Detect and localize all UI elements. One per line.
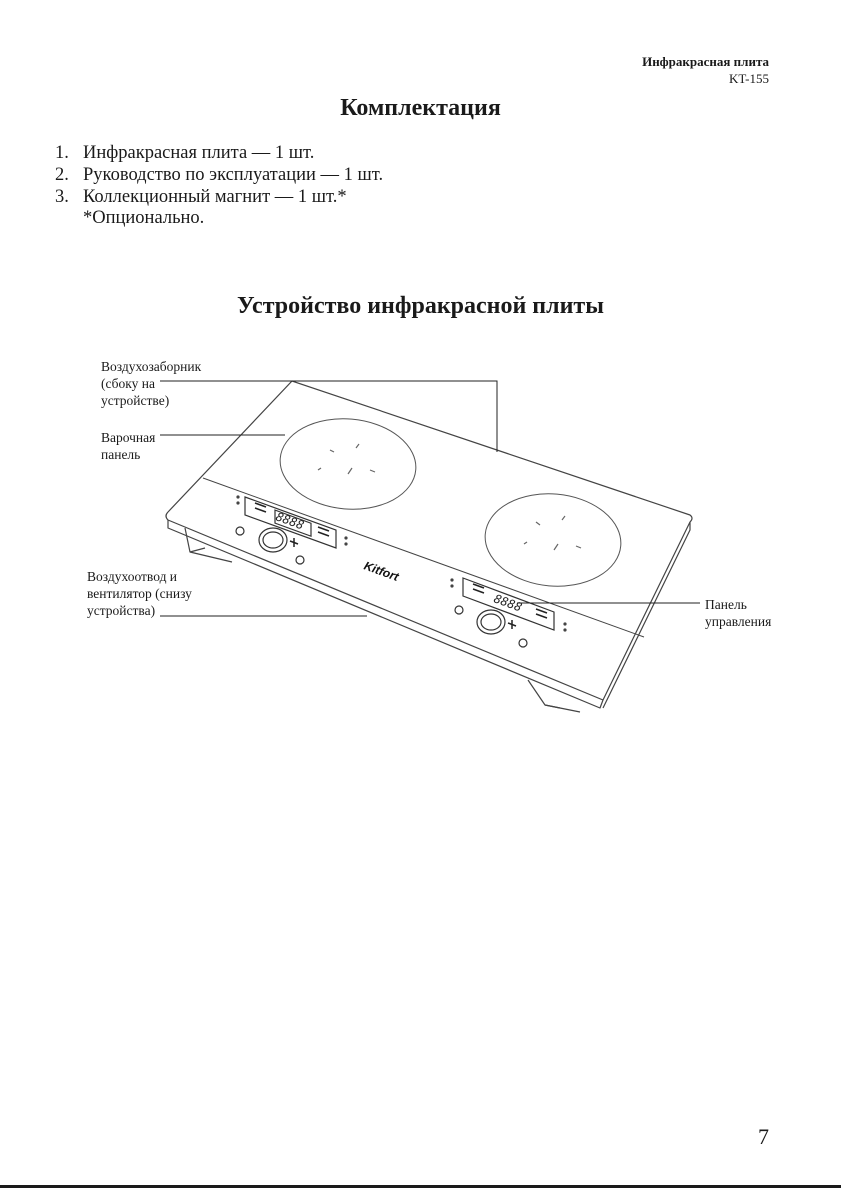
brand-logo: Kitfort bbox=[362, 558, 401, 584]
header-product-title: Инфракрасная плита bbox=[642, 54, 769, 69]
list-item: 3. Коллекционный магнит — 1 шт.* bbox=[55, 187, 347, 207]
control-strip-line bbox=[203, 478, 644, 637]
leader-air-intake bbox=[160, 381, 497, 452]
header-model: KT-155 bbox=[729, 71, 769, 86]
right-knob bbox=[477, 610, 505, 634]
kit-optional-note: *Опционально. bbox=[83, 208, 205, 228]
label-air-intake: Воздухозаборник (сбоку на устройстве) bbox=[101, 359, 202, 408]
label-exhaust: Воздухоотвод и вентилятор (снизу устройства) bbox=[87, 569, 192, 618]
page-number: 7 bbox=[758, 1124, 769, 1149]
right-display-digits: 8888 bbox=[491, 591, 524, 615]
label-control-panel: Панель управления bbox=[705, 597, 772, 629]
left-cooking-zone bbox=[276, 413, 419, 515]
list-item: 1. Инфракрасная плита — 1 шт. bbox=[55, 143, 315, 163]
left-knob bbox=[259, 528, 287, 552]
right-cooking-zone bbox=[481, 488, 625, 592]
glass-top-outline bbox=[166, 381, 692, 700]
list-item: 2. Руководство по эксплуатации — 1 шт. bbox=[55, 165, 384, 185]
label-cooking-panel: Варочная панель bbox=[101, 430, 156, 462]
device-section-title: Устройство инфракрасной плиты bbox=[237, 293, 604, 319]
left-display-digits: 8888 bbox=[273, 509, 306, 533]
kit-section-title: Комплектация bbox=[340, 95, 501, 121]
